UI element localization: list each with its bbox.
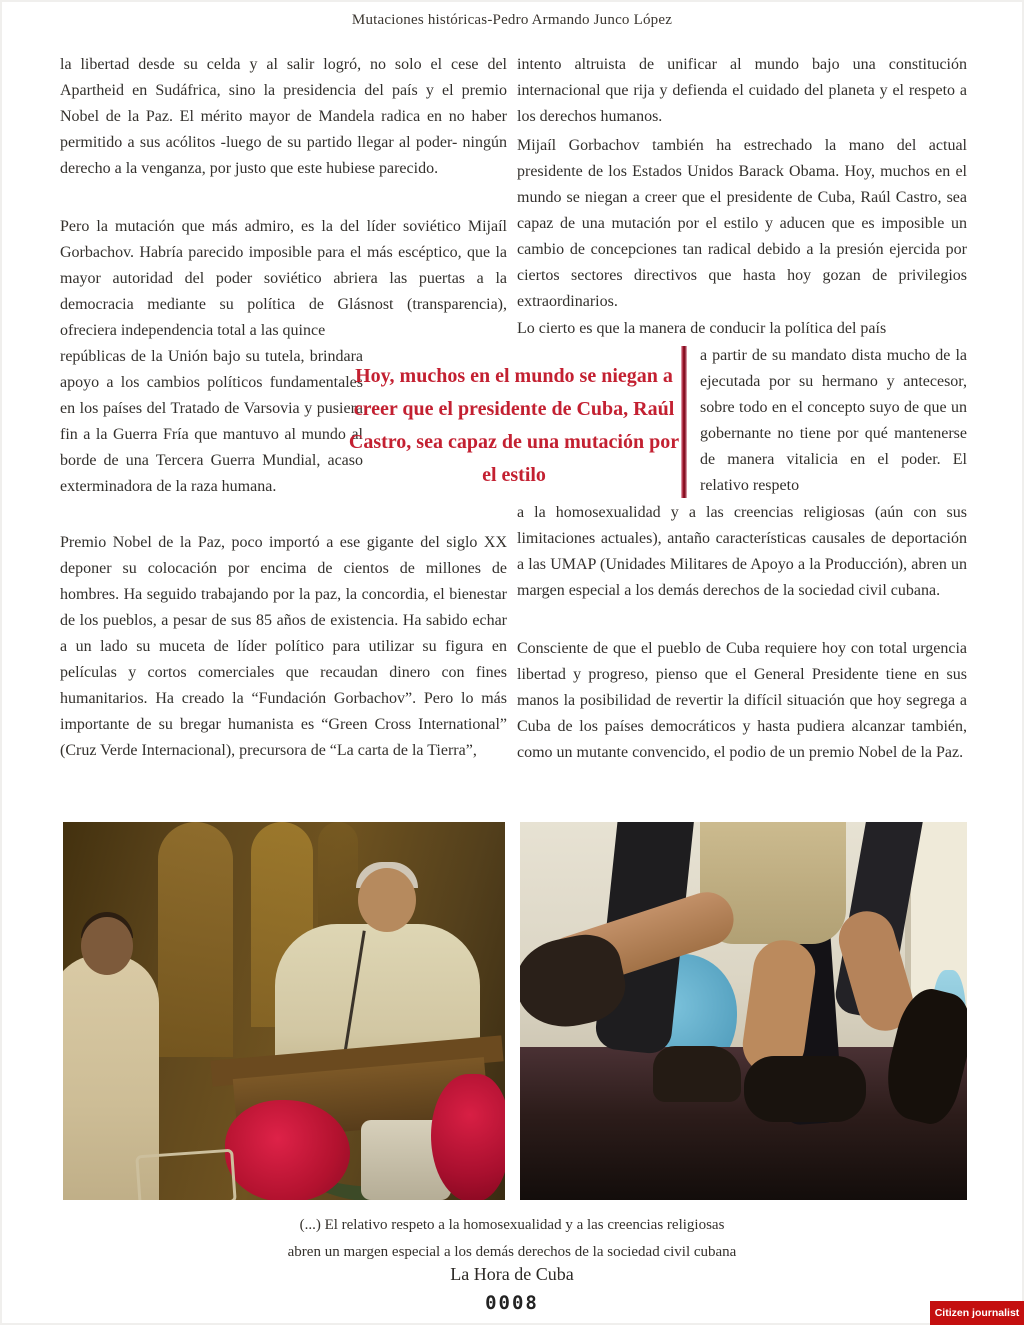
right-column-paragraph-3-wide-end: a la homosexualidad y a las creencias religiosas (aún con sus limitaciones actuales), antaño características causales de deportación a las UMAP (Unidades Militares de Apoyo a la Producción), abren un margen especial a los demás derechos de la sociedad civil cubana.: [517, 504, 967, 599]
photo-caption-line-2: abren un margen especial a los demás derechos de la sociedad civil cubana: [287, 1244, 737, 1260]
right-column-paragraph-3-wide-start: Lo cierto es que la manera de conducir la política del país: [517, 320, 887, 337]
citizen-journalist-badge-label: Citizen journalist: [934, 1307, 1020, 1319]
gothic-arch-shape: [158, 822, 233, 1057]
right-column-paragraph-1: intento altruista de unificar al mundo bajo una constitución internacional que rija y defienda el cuidado del planeta y el respeto a los derechos humanos.: [517, 56, 967, 125]
photo-caption: [202, 1212, 822, 1266]
church-lectern-photo: [63, 822, 505, 1200]
right-column-paragraph-4: Consciente de que el pueblo de Cuba requiere hoy con total urgencia libertad y progreso, pienso que el General Presidente tiene en sus manos la posibilidad de revertir la difícil situación que hoy segrega a Cuba de los países democráticos y hasta pudiera alcanzar también, como un mutante convencido, el podio de un premio Nobel de la Paz.: [517, 640, 967, 761]
right-column-paragraph-2: Mijaíl Gorbachov también ha estrechado la mano del actual presidente de los Estados Unidos Barack Obama. Hoy, muchos en el mundo se niegan a creer que el presidente de Cuba, Raúl Castro, sea capaz de una mutación por el estilo y aducen que es imposible un cambio de concepciones tan radical debido a la presión ejercida por ciertos sectores directivos que hasta hoy gozan de privilegios extraordinarios.: [517, 137, 967, 310]
citizen-journalist-badge: [930, 1301, 1024, 1325]
chair-outline: [135, 1149, 237, 1200]
pull-quote: Hoy, muchos en el mundo se niegan a creer que el presidente de Cuba, Raúl Castro, sea capaz de una mutación por el estilo: [348, 365, 680, 486]
running-head: Mutaciones históricas-Pedro Armando Junco López: [351, 12, 673, 28]
boots-legs-photo: [520, 822, 967, 1200]
photo-caption-line-1: (...) El relativo respeto a la homosexualidad y a las creencias religiosas: [299, 1217, 725, 1233]
left-column-paragraph-2-narrow: repúblicas de la Unión bajo su tutela, brindara apoyo a los cambios políticos fundamentales en los países del Tratado de Varsovia y pusiera fin a la Guerra Fría que mantuvo al mundo al borde de una Tercera Guerra Mundial, acaso exterminadora de la raza humana.: [60, 348, 363, 495]
left-column-paragraph-1: la libertad desde su celda y al salir logró, no solo el cese del Apartheid en Sudáfrica, sino la presidencia del país y el premio Nobel de la Paz. El mérito mayor de Mandela radica en no haber permitido a sus acólitos -luego de su partido llegar al poder- ningún derecho a la venganza, por justo que este hubiese parecido.: [60, 56, 507, 177]
red-flower-arrangement-left: [225, 1100, 350, 1200]
red-flower-arrangement-right: [431, 1074, 505, 1200]
right-column-paragraph-3-narrow: a partir de su mandato dista mucho de la ejecutada por su hermano y antecesor, sobre todo en el concepto suyo de que un gobernante no tiene por qué mantenerse de manera vitalicia en el poder. El relativo respeto: [700, 347, 967, 494]
left-column-paragraph-3: Premio Nobel de la Paz, poco importó a ese gigante del siglo XX deponer su colocación por encima de cientos de millones de hombres. Ha seguido trabajando por la paz, la concordia, el bienestar de los pueblos, a pesar de sus 85 años de existencia. Ha sabido echar a un lado su muceta de líder político para utilizar su figura en películas y cortos comerciales que recaudan dinero con fines humanitarios. Ha creado la “Fundación Gorbachov”. Pero lo más importante de su bregar humanista es “Green Cross International” (Cruz Verde Internacional), precursora de “La carta de la Tierra”,: [60, 534, 507, 759]
black-boot: [744, 1056, 866, 1122]
page-number: 0008: [485, 1292, 539, 1314]
altar-boy-head: [81, 917, 133, 975]
priest-head: [358, 868, 416, 932]
black-boot: [653, 1046, 741, 1102]
publication-title: La Hora de Cuba: [450, 1264, 574, 1284]
left-column-paragraph-2-wide: Pero la mutación que más admiro, es la del líder soviético Mijaíl Gorbachov. Habría parecido imposible para el más escéptico, que la mayor autoridad del poder soviético abriera las puertas a la democracia mediante su política de Glásnost (transparencia), ofreciera independencia total a las quince: [60, 218, 507, 339]
pull-quote-rule: [681, 346, 687, 498]
